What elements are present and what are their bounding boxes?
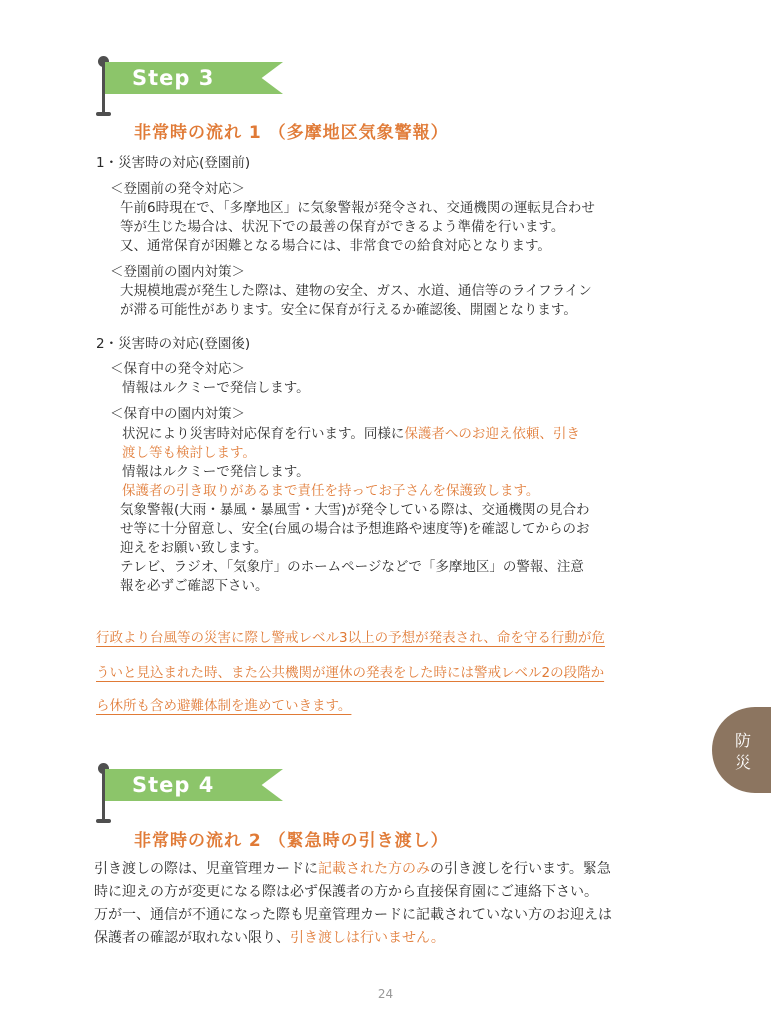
warning-note-line2: ういと見込まれた時、また公共機関が運休の発表をした時には警戒レベル2の段階か [96, 665, 605, 681]
step3-flag [102, 56, 292, 118]
step4-label: Step 4 [132, 773, 215, 797]
flag-pole-base [96, 819, 111, 823]
s2b-line5: 気象警報(大雨・暴風・暴風雪・大雪)が発令している際は、交通機関の見合わ [120, 502, 590, 518]
s1b-title: ＜登園前の園内対策＞ [110, 264, 245, 280]
step4-line2: 時に迎えの方が変更になる際は必ず保護者の方から直接保育園にご連絡下さい。 [94, 884, 598, 900]
s1a-line3: 又、通常保育が困難となる場合には、非常食での給食対応となります。 [120, 238, 551, 254]
step4-line1-text-a: 引き渡しの際は、児童管理カードに [94, 861, 318, 877]
s2b-line1-text: 状況により災害時対応保育を行います。同様に [122, 426, 405, 442]
flag-pole-base [96, 112, 111, 116]
step4-line3: 万が一、通信が不通になった際も児童管理カードに記載されていない方のお迎えは [94, 907, 612, 923]
s2b-line9: 報を必ずご確認下さい。 [120, 578, 269, 594]
step4-flag [102, 763, 292, 825]
s1a-title: ＜登園前の発令対応＞ [110, 181, 245, 197]
s2b-line4: 保護者の引き取りがあるまで責任を持ってお子さんを保護致します。 [122, 483, 540, 499]
warning-note-line3: ら休所も含め避難体制を進めていきます。 [96, 698, 352, 714]
flag-pole [102, 62, 105, 114]
side-tab-char2: 災 [735, 753, 752, 772]
s2b-line3: 情報はルクミーで発信します。 [122, 464, 310, 480]
step4-line1 [94, 859, 611, 880]
side-tab-char1: 防 [735, 731, 752, 750]
step4-line4-text: 保護者の確認が取れない限り、 [94, 930, 290, 946]
step3-heading: 非常時の流れ 1 （多摩地区気象警報） [134, 123, 449, 143]
s1b-line2: が滞る可能性があります。安全に保育が行えるか確認後、開園となります。 [120, 302, 577, 318]
s2b-line1 [122, 425, 580, 444]
s2a-title: ＜保育中の発令対応＞ [110, 361, 245, 377]
section-side-tab [712, 707, 771, 793]
s2b-title: ＜保育中の園内対策＞ [110, 406, 245, 422]
s1a-line1: 午前6時現在で、「多摩地区」に気象警報が発令され、交通機関の運転見合わせ [120, 200, 595, 216]
step4-line4 [94, 928, 445, 949]
s2b-line6: せ等に十分留意し、安全(台風の場合は予想進路や速度等)を確認してからのお [120, 521, 590, 537]
page-number: 24 [377, 987, 394, 1001]
s2b-line1-highlight: 保護者へのお迎え依頼、引き [404, 426, 580, 442]
s2b-line2: 渡し等も検討します。 [122, 445, 256, 461]
warning-note-line1: 行政より台風等の災害に際し警戒レベル3以上の予想が発表され、命を守る行動が危 [96, 630, 605, 646]
s1a-line2: 等が生じた場合は、状況下での最善の保育ができるよう準備を行います。 [120, 219, 565, 235]
section2-title: 2・災害時の対応(登園後) [96, 336, 251, 352]
section1-title: 1・災害時の対応(登園前) [96, 155, 251, 171]
flag-pole [102, 769, 105, 821]
s2b-line8: テレビ、ラジオ、「気象庁」のホームページなどで「多摩地区」の警報、注意 [120, 559, 584, 575]
s2b-line7: 迎えをお願い致します。 [120, 540, 268, 556]
s2a-line1: 情報はルクミーで発信します。 [122, 380, 310, 396]
step4-line4-highlight: 引き渡しは行いません。 [290, 930, 445, 946]
s1b-line1: 大規模地震が発生した際は、建物の安全、ガス、水道、通信等のライフライン [120, 283, 592, 299]
step4-heading: 非常時の流れ 2 （緊急時の引き渡し） [134, 831, 449, 851]
step4-line1-text-c: の引き渡しを行います。緊急 [430, 861, 611, 877]
step3-label: Step 3 [132, 66, 215, 90]
step4-line1-highlight: 記載された方のみ [318, 861, 430, 877]
